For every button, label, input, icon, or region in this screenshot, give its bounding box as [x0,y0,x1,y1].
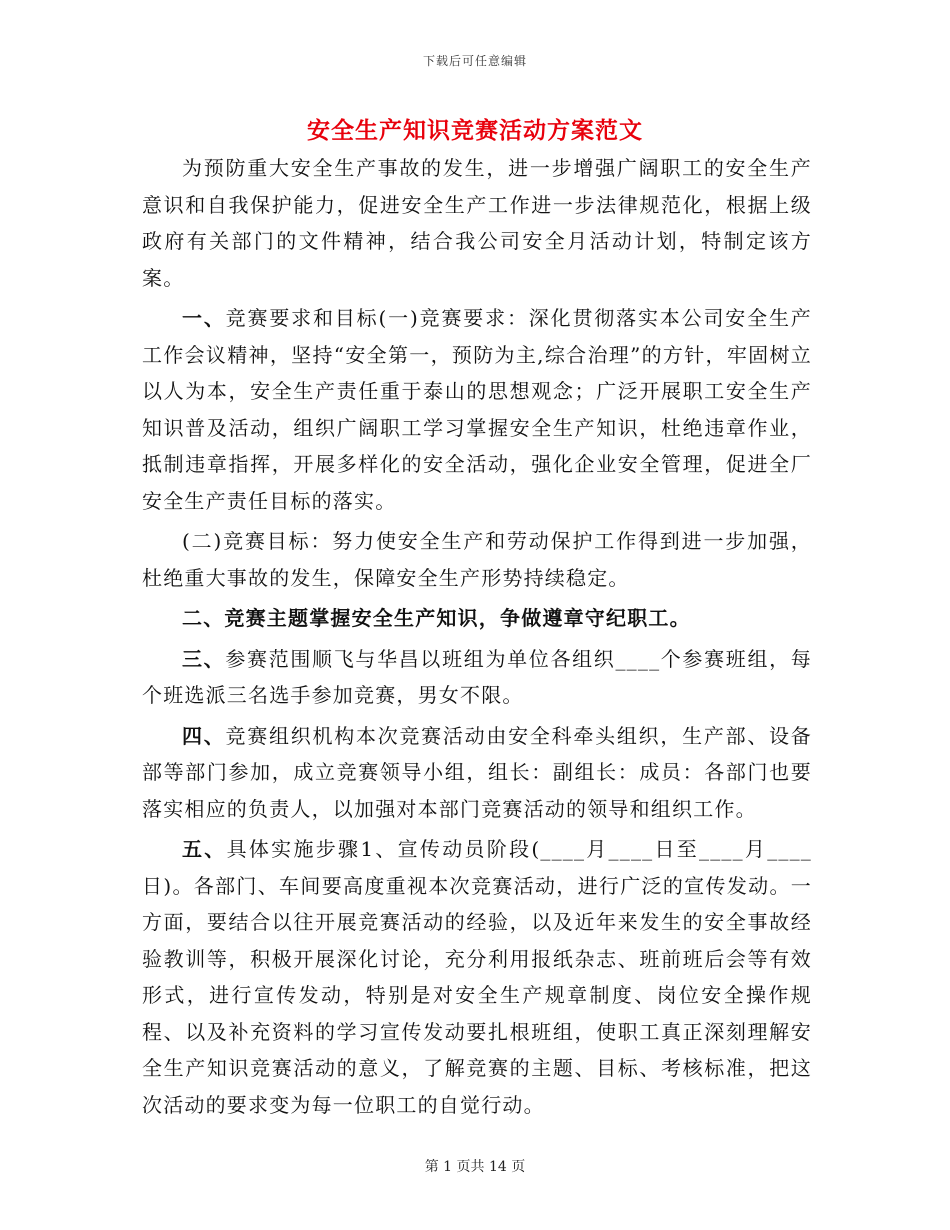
paragraph-text: 竞赛要求和目标(一)竞赛要求：深化贯彻落实本公司安全生产工作会议精神，坚持“安全第一，预防为主,综合治理”的方针，牢固树立以人为本，安全生产责任重于泰山的思想观念；广泛开展职工安全生产知识普及活动，组织广阔职工学习掌握安全生产知识，杜绝违章作业，抵制违章指挥，开展多样化的安全活动，强化企业安全管理，促进全厂安全生产责任目标的落实。 [142,306,812,513]
section-number: 三、 [182,646,226,671]
paragraph-text: 竞赛组织机构本次竞赛活动由安全科牵头组织，生产部、设备部等部门参加，成立竞赛领导小组，组长：副组长：成员：各部门也要落实相应的负责人，以加强对本部门竞赛活动的领导和组织工作。 [142,723,813,821]
document-body [142,150,812,1123]
section-number: 一、 [182,306,226,330]
page-footer: 第 1 页共 14 页 [424,1159,526,1175]
paragraph-section-1-goal [142,523,812,596]
paragraph-text: 为预防重大安全生产事故的发生，进一步增强广阔职工的安全生产意识和自我保护能力，促进安全生产工作进一步法律规范化，根据上级政府有关部门的文件精神，结合我公司安全月活动计划，特制定该方案。 [142,156,812,290]
paragraph-section-2 [142,600,812,637]
paragraph-text: 参赛范围顺飞与华昌以班组为单位各组织____个参赛班组，每个班选派三名选手参加竞赛，男女不限。 [142,646,812,707]
paragraph-text: 二、竞赛主题掌握安全生产知识，争做遵章守纪职工。 [182,606,691,630]
paragraph-intro [142,150,812,296]
paragraph-text: 具体实施步骤1、宣传动员阶段(____月____日至____月____日)。各部门、车间要高度重视本次竞赛活动，进行广泛的宣传发动。一方面，要结合以往开展竞赛活动的经验，以及近年来发生的安全事故经验教训等，积极开展深化讨论，充分利用报纸杂志、班前班后会等有效形式，进行宣传发动，特别是对安全生产规章制度、岗位安全操作规程、以及补充资料的学习宣传发动要扎根班组，使职工真正深刻理解安全生产知识竞赛活动的意义，了解竞赛的主题、目标、考核标准，把这次活动的要求变为每一位职工的自觉行动。 [142,837,813,1117]
document-title: 安全生产知识竞赛活动方案范文 [307,117,643,144]
paragraph-section-5 [142,831,812,1123]
paragraph-section-1 [142,300,812,519]
section-number: 五、 [182,837,227,861]
paragraph-section-4 [142,718,812,828]
paragraph-text: (二)竞赛目标：努力使安全生产和劳动保护工作得到进一步加强，杜绝重大事故的发生，保障安全生产形势持续稳定。 [142,529,812,590]
paragraph-section-3 [142,641,812,714]
header-note: 下载后可任意编辑 [422,54,527,68]
section-number: 四、 [182,723,226,748]
